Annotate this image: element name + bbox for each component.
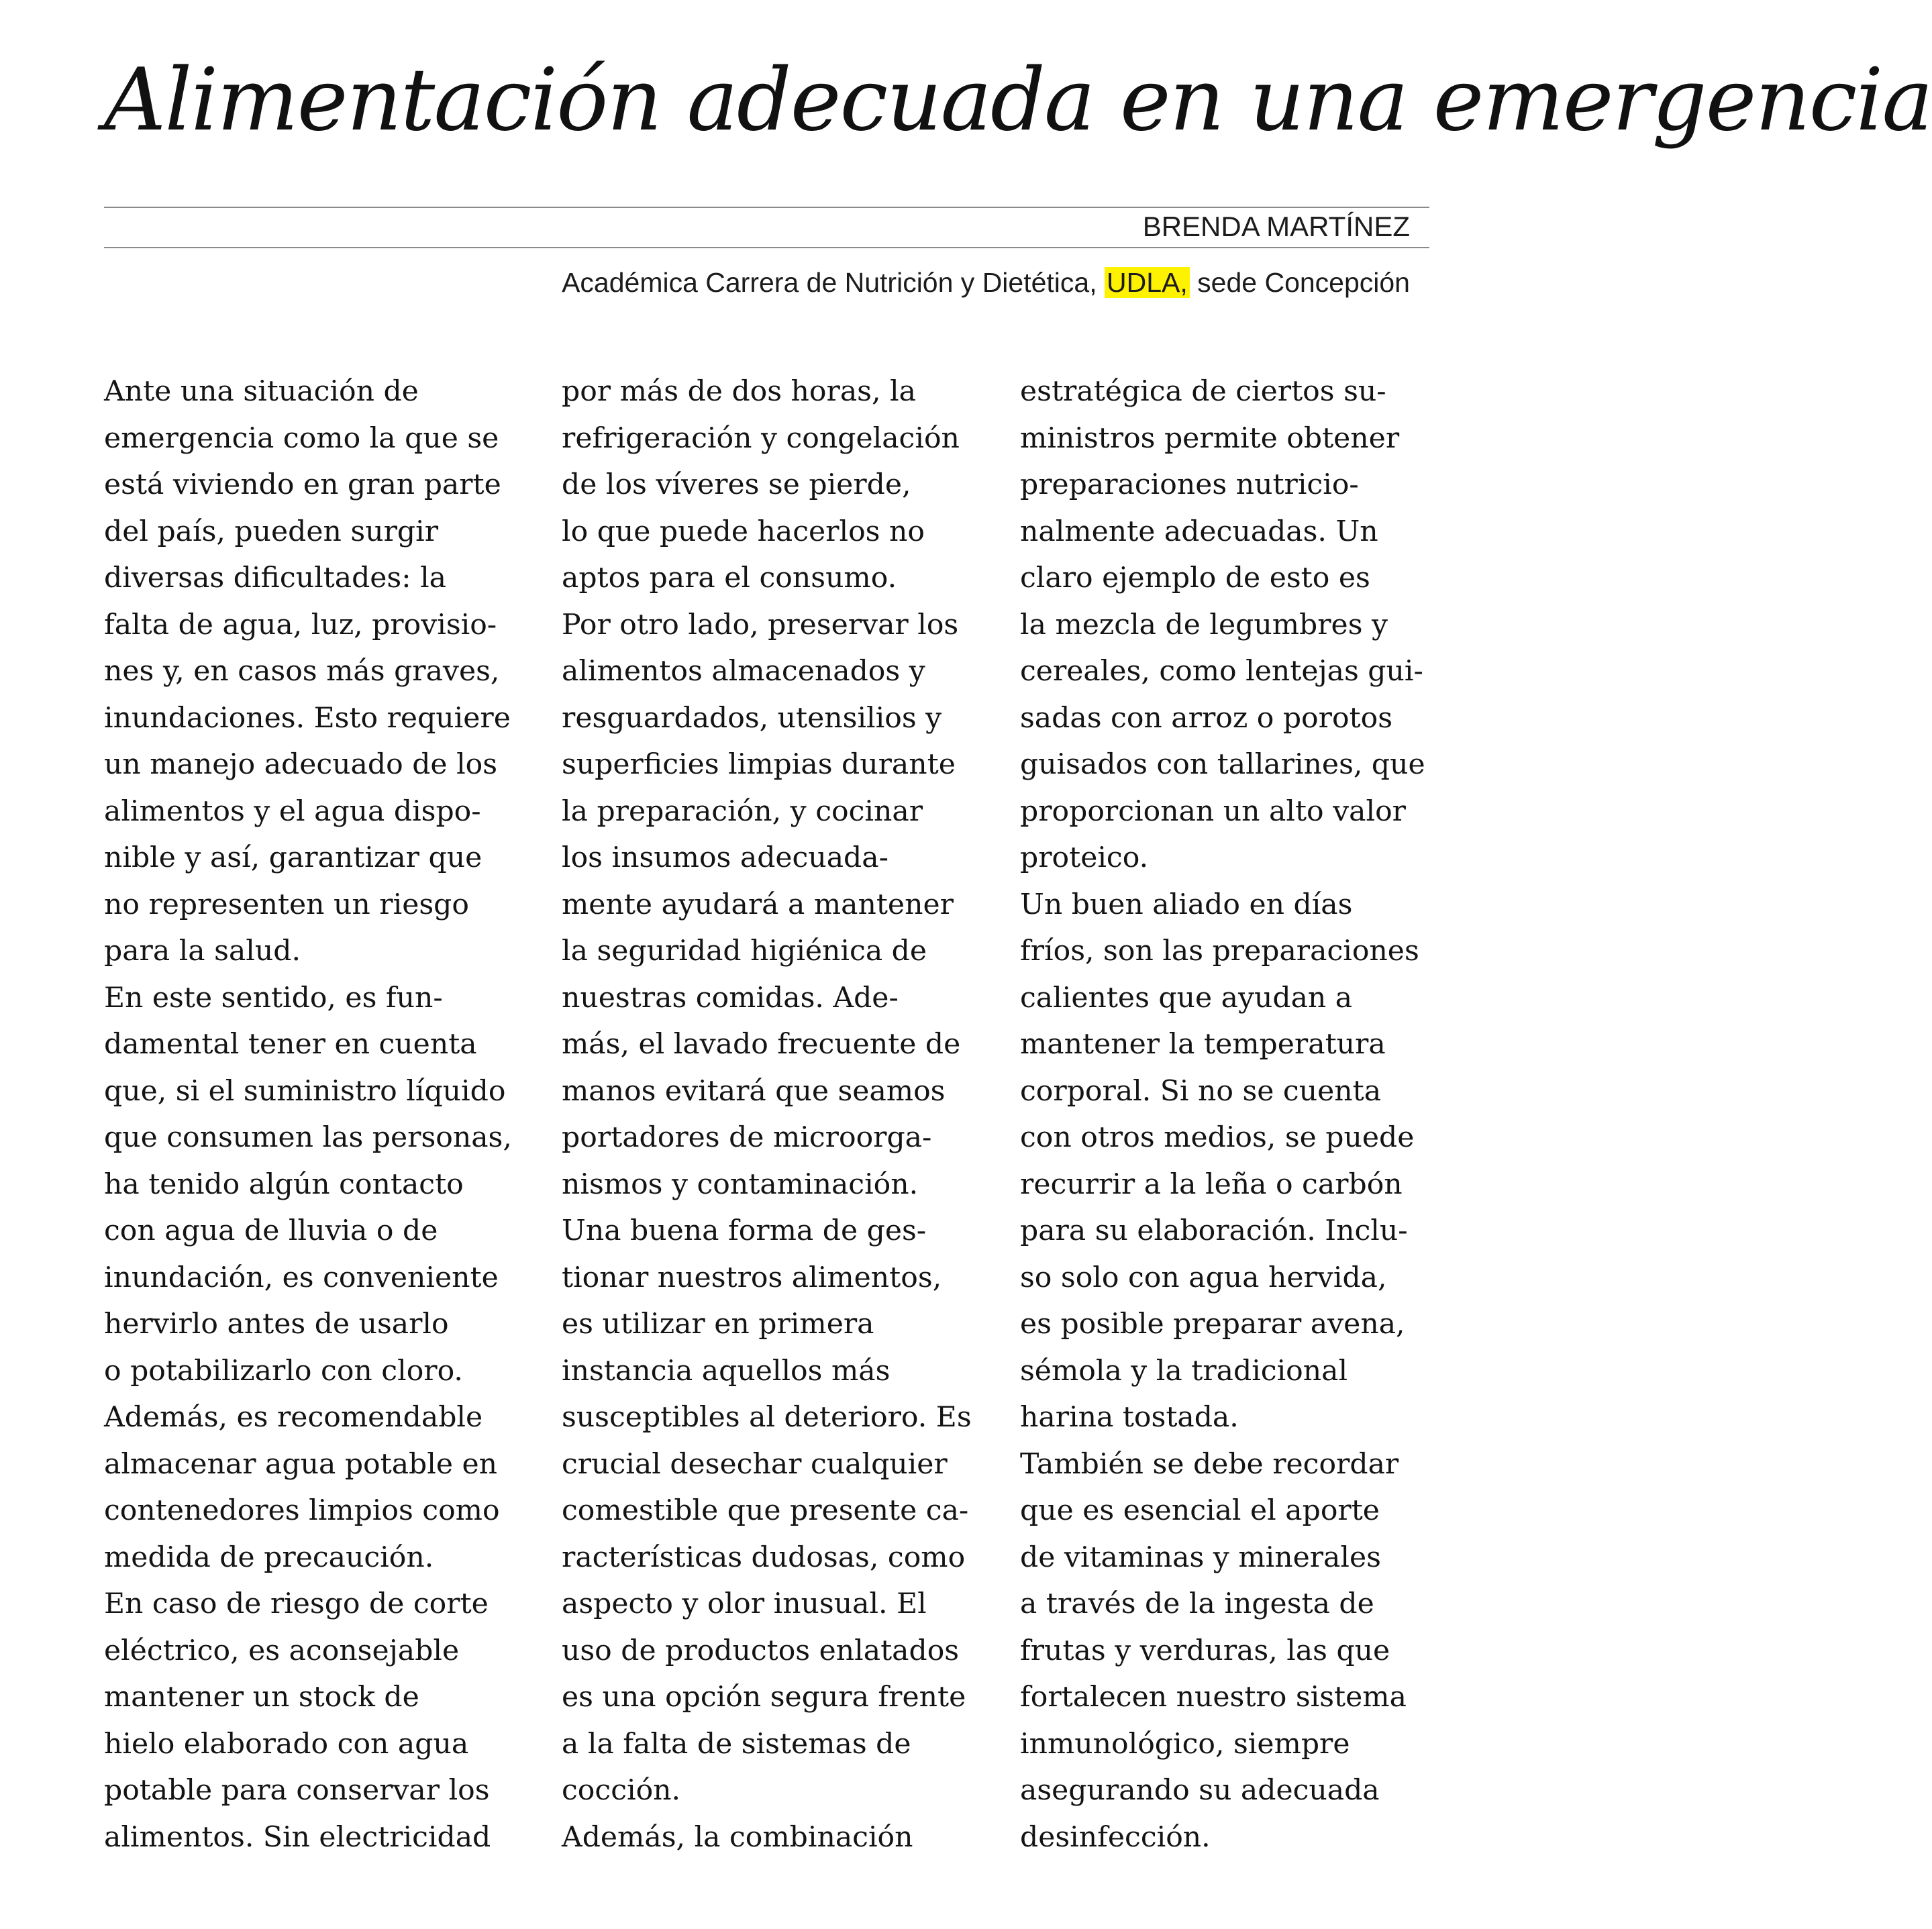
text-line: calientes que ayudan a (1020, 981, 1353, 1014)
text-line: fortalecen nuestro sistema (1020, 1681, 1407, 1714)
text-line: proporcionan un alto valor (1020, 794, 1406, 828)
text-line: so solo con agua hervida, (1020, 1261, 1387, 1294)
text-line: del país, pueden surgir (104, 515, 439, 548)
text-line: almacenar agua potable en (104, 1447, 498, 1481)
author-name: BRENDA MARTÍNEZ (1142, 211, 1410, 242)
text-line: Por otro lado, preservar los (562, 608, 959, 641)
text-line: ministros permite obtener (1020, 421, 1400, 455)
affiliation-text: Académica Carrera de Nutrición y Dietética, (562, 267, 1105, 298)
article-column-2 (562, 368, 978, 1861)
text-line: que consumen las personas, (104, 1121, 512, 1154)
article-column-3 (1020, 368, 1436, 1861)
text-line: comestible que presente ca- (562, 1494, 969, 1527)
text-line: desinfección. (1020, 1820, 1211, 1854)
text-line: la mezcla de legumbres y (1020, 608, 1388, 641)
text-line: cocción. (562, 1774, 681, 1807)
text-line: harina tostada. (1020, 1401, 1239, 1434)
text-line: sémola y la tradicional (1020, 1354, 1348, 1388)
text-line: Ante una situación de (104, 375, 419, 408)
article-title: Alimentación adecuada en una emergencia (104, 50, 1932, 150)
text-line: cereales, como lentejas gui- (1020, 655, 1423, 688)
text-line: para la salud. (104, 935, 301, 968)
text-line: nalmente adecuadas. Un (1020, 515, 1378, 548)
text-line: aspecto y olor inusual. El (562, 1587, 927, 1620)
text-line: tionar nuestros alimentos, (562, 1261, 942, 1294)
text-line: está viviendo en gran parte (104, 468, 501, 501)
text-line: de vitaminas y minerales (1020, 1541, 1381, 1574)
text-line: es utilizar en primera (562, 1308, 874, 1341)
text-line: los insumos adecuada- (562, 841, 888, 874)
text-line: asegurando su adecuada (1020, 1774, 1380, 1807)
text-line: más, el lavado frecuente de (562, 1028, 961, 1061)
text-line: mantener la temperatura (1020, 1028, 1386, 1061)
text-line: aptos para el consumo. (562, 562, 897, 594)
text-line: contenedores limpios como (104, 1494, 500, 1527)
text-line: susceptibles al deterioro. Es (562, 1401, 972, 1434)
text-line: En este sentido, es fun- (104, 981, 443, 1014)
text-line: un manejo adecuado de los (104, 748, 498, 781)
text-line: inundación, es conveniente (104, 1261, 499, 1294)
text-line: para su elaboración. Inclu- (1020, 1214, 1408, 1247)
author-affiliation (562, 264, 1410, 301)
text-line: claro ejemplo de esto es (1020, 562, 1370, 594)
text-line: damental tener en cuenta (104, 1028, 477, 1061)
text-line: de los víveres se pierde, (562, 468, 911, 501)
text-line: alimentos. Sin electricidad (104, 1820, 491, 1854)
affiliation-highlight: UDLA, (1105, 267, 1190, 298)
text-line: medida de precaución. (104, 1541, 434, 1574)
text-line: superficies limpias durante (562, 748, 956, 781)
text-line: manos evitará que seamos (562, 1074, 946, 1108)
text-line: que es esencial el aporte (1020, 1494, 1380, 1527)
text-line: con agua de lluvia o de (104, 1214, 438, 1247)
text-line: guisados con tallarines, que (1020, 748, 1425, 781)
text-line: hervirlo antes de usarlo (104, 1308, 449, 1341)
text-line: no representen un riesgo (104, 888, 469, 921)
text-line: alimentos y el agua dispo- (104, 794, 481, 828)
text-line: es una opción segura frente (562, 1681, 966, 1714)
text-line: emergencia como la que se (104, 421, 499, 455)
text-line: por más de dos horas, la (562, 375, 916, 408)
text-line: inundaciones. Esto requiere (104, 701, 511, 735)
text-line: mantener un stock de (104, 1681, 419, 1714)
text-line: diversas dificultades: la (104, 562, 446, 594)
text-line: es posible preparar avena, (1020, 1308, 1405, 1341)
text-line: la seguridad higiénica de (562, 935, 927, 968)
text-line: fríos, son las preparaciones (1020, 935, 1419, 968)
text-line: mente ayudará a mantener (562, 888, 954, 921)
text-line: alimentos almacenados y (562, 655, 925, 688)
text-line: frutas y verduras, las que (1020, 1634, 1390, 1667)
text-line: Una buena forma de ges- (562, 1214, 927, 1247)
text-line: Además, la combinación (562, 1820, 913, 1854)
text-line: hielo elaborado con agua (104, 1727, 469, 1761)
bottom-divider (104, 247, 1429, 248)
text-line: a la falta de sistemas de (562, 1727, 911, 1761)
text-line: nes y, en casos más graves, (104, 655, 500, 688)
text-line: También se debe recordar (1020, 1447, 1399, 1481)
text-line: Además, es recomendable (104, 1401, 483, 1434)
text-line: la preparación, y cocinar (562, 794, 923, 828)
text-line: nismos y contaminación. (562, 1167, 919, 1201)
text-line: potable para conservar los (104, 1774, 490, 1807)
text-line: crucial desechar cualquier (562, 1447, 948, 1481)
text-line: que, si el suministro líquido (104, 1074, 506, 1108)
top-divider (104, 207, 1429, 208)
text-line: recurrir a la leña o carbón (1020, 1167, 1403, 1201)
text-line: nible y así, garantizar que (104, 841, 482, 874)
text-line: con otros medios, se puede (1020, 1121, 1415, 1154)
text-line: nuestras comidas. Ade- (562, 981, 899, 1014)
text-line: sadas con arroz o porotos (1020, 701, 1393, 735)
text-line: a través de la ingesta de (1020, 1587, 1374, 1620)
text-line: resguardados, utensilios y (562, 701, 942, 735)
text-line: o potabilizarlo con cloro. (104, 1354, 463, 1388)
text-line: proteico. (1020, 841, 1149, 874)
text-line: uso de productos enlatados (562, 1634, 960, 1667)
text-line: En caso de riesgo de corte (104, 1587, 489, 1620)
text-line: portadores de microorga- (562, 1121, 932, 1154)
text-line: lo que puede hacerlos no (562, 515, 925, 548)
text-line: eléctrico, es aconsejable (104, 1634, 460, 1667)
text-line: corporal. Si no se cuenta (1020, 1074, 1382, 1108)
text-line: inmunológico, siempre (1020, 1727, 1350, 1761)
text-line: ha tenido algún contacto (104, 1167, 464, 1201)
text-line: instancia aquellos más (562, 1354, 891, 1388)
text-line: falta de agua, luz, provisio- (104, 608, 497, 641)
text-line: refrigeración y congelación (562, 421, 960, 455)
text-line: estratégica de ciertos su- (1020, 375, 1386, 408)
affiliation-text-end: sede Concepción (1189, 267, 1410, 298)
text-line: racterísticas dudosas, como (562, 1541, 966, 1574)
article-column-1 (104, 368, 520, 1861)
text-line: preparaciones nutricio- (1020, 468, 1359, 501)
text-line: Un buen aliado en días (1020, 888, 1353, 921)
